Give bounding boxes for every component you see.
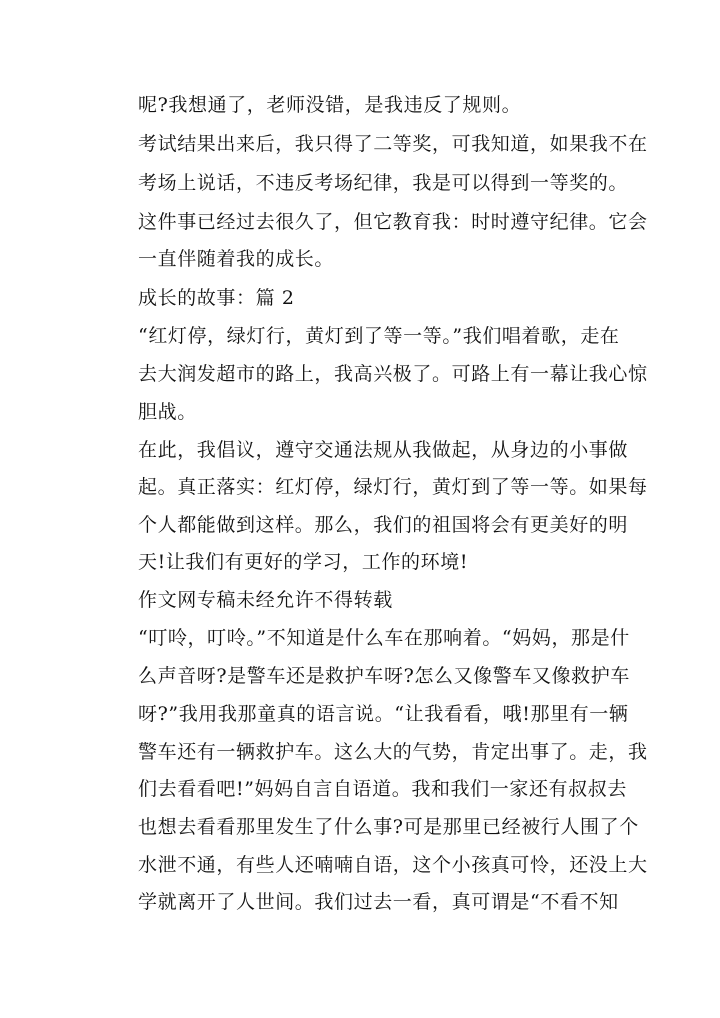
text-line: 天!让我们有更好的学习，工作的环境! [138,551,469,573]
text-line: 考场上说话，不违反考场纪律，我是可以得到一等奖的。 [138,172,629,194]
text-line: 这件事已经过去很久了，但它教育我：时时遵守纪律。它会 [138,211,648,233]
text-line: 一直伴随着我的成长。 [138,248,335,270]
text-line: 水泄不通，有些人还喃喃自语，这个小孩真可怜，还没上大 [138,854,648,876]
text-line: 个人都能做到这样。那么，我们的祖国将会有更美好的明 [138,514,629,536]
text-line: 起。真正落实：红灯停，绿灯行，黄灯到了等一等。如果每 [138,476,648,498]
text-line: 呢?我想通了，老师没错，是我违反了规则。 [138,94,522,116]
text-line: 么声音呀?是警车还是救护车呀?怎么又像警车又像救护车 [138,665,630,687]
text-line: “叮呤，叮呤。”不知道是什么车在那响着。“妈妈，那是什 [138,627,630,649]
text-line: 学就离开了人世间。我们过去一看，真可谓是“不看不知 [138,891,619,913]
text-line: 呀?”我用我那童真的语言说。“让我看看，哦!那里有一辆 [138,703,629,725]
text-line: 在此，我倡议，遵守交通法规从我做起，从身边的小事做 [138,439,629,461]
notice-line: 作文网专稿未经允许不得转载 [138,589,393,611]
text-line: 警车还有一辆救护车。这么大的气势，肯定出事了。走，我 [138,741,648,763]
text-line: 们去看看吧!”妈妈自言自语道。我和我们一家还有叔叔去 [138,778,627,800]
text-line: 也想去看看那里发生了什么事?可是那里已经被行人围了个 [138,816,639,838]
section-heading: 成长的故事：篇 2 [138,287,295,309]
text-line: 考试结果出来后，我只得了二等奖，可我知道，如果我不在 [138,133,648,155]
text-line: “红灯停，绿灯行，黄灯到了等一等。”我们唱着歌，走在 [138,325,620,347]
text-line: 胆战。 [138,401,197,423]
text-line: 去大润发超市的路上，我高兴极了。可路上有一幕让我心惊 [138,363,648,385]
